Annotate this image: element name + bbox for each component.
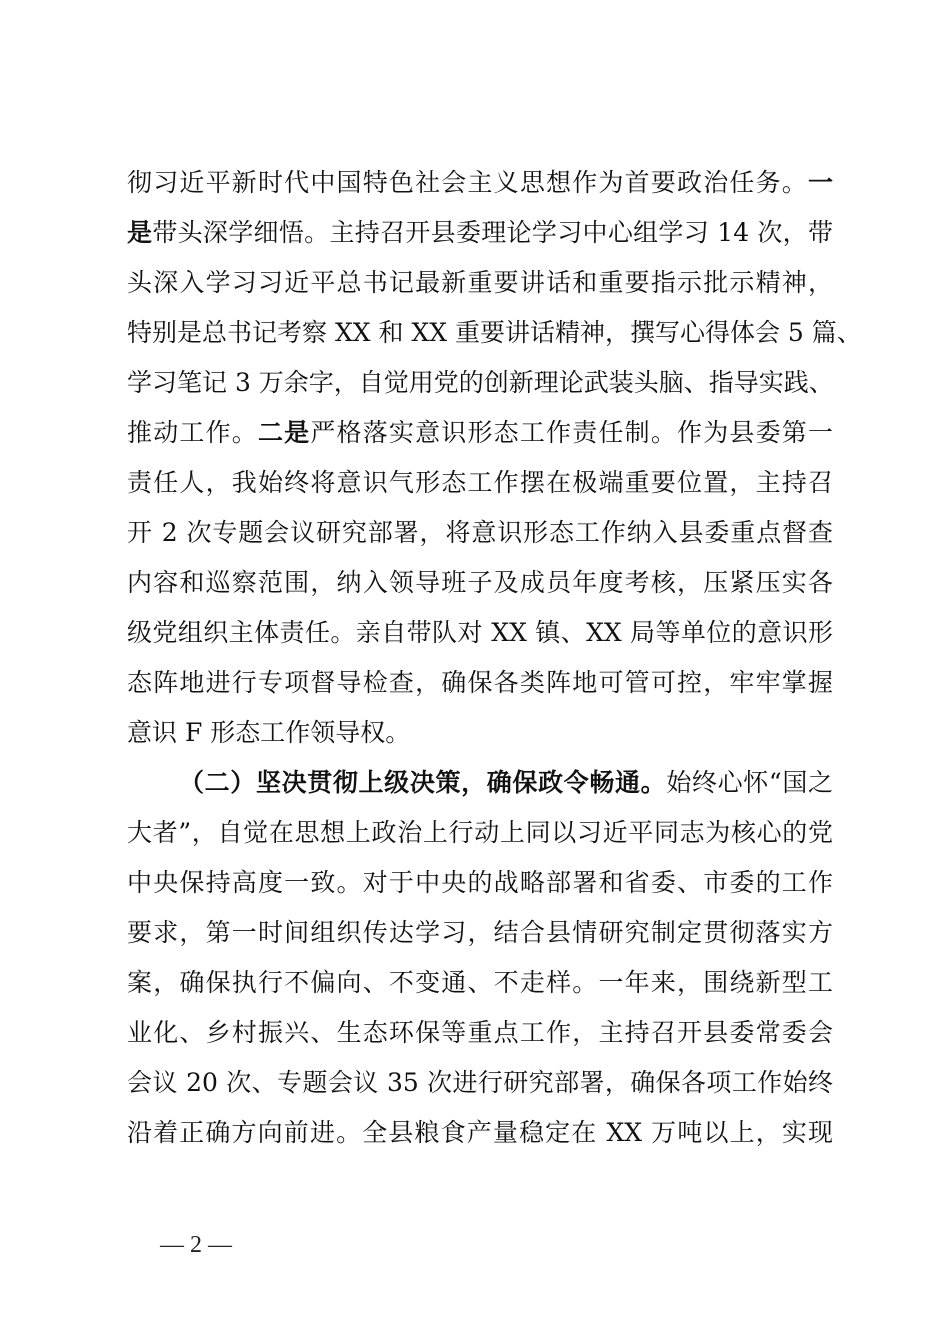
text-run: 头深入学习习近平总书记最新重要讲话和重要指示批示精神，	[127, 268, 833, 297]
text-line	[127, 708, 833, 758]
text-line	[127, 408, 833, 458]
text-line	[127, 758, 833, 808]
text-line	[127, 208, 833, 258]
text-run: 中央保持高度一致。对于中央的战略部署和省委、市委的工作	[127, 868, 833, 897]
page-number: — 2 —	[160, 1232, 232, 1258]
text-run: 会议 20 次、专题会议 35 次进行研究部署，确保各项工作始终	[127, 1068, 833, 1097]
text-line	[127, 1008, 833, 1058]
text-run: 大者”，自觉在思想上政治上行动上同以习近平同志为核心的党	[127, 818, 833, 847]
text-line	[127, 458, 833, 508]
text-run: 学习笔记 3 万余字，自觉用党的创新理论武装头脑、指导实践、	[127, 368, 834, 397]
bold-text: 一	[807, 168, 833, 197]
text-line	[127, 658, 833, 708]
bold-text: 二是	[257, 418, 311, 447]
paragraph	[127, 758, 833, 1158]
text-line	[127, 308, 862, 358]
text-run: 开 2 次专题会议研究部署，将意识形态工作纳入县委重点督查	[127, 518, 833, 547]
text-line	[127, 508, 833, 558]
text-line	[127, 858, 833, 908]
text-run: 案，确保执行不偏向、不变通、不走样。一年来，围绕新型工	[127, 968, 833, 997]
text-run: 级党组织主体责任。亲自带队对 XX 镇、XX 局等单位的意识形	[127, 618, 833, 647]
text-line	[127, 558, 833, 608]
text-run: 彻习近平新时代中国特色社会主义思想作为首要政治任务。	[127, 168, 808, 197]
paragraph	[127, 158, 862, 758]
text-run: 始终心怀“国之	[666, 768, 833, 797]
text-run: 态阵地进行专项督导检查，确保各类阵地可管可控，牢牢掌握	[127, 668, 833, 697]
text-run: 推动工作。	[127, 418, 258, 447]
text-run: 带头深学细悟。主持召开县委理论学习中心组学习 14 次，带	[152, 218, 833, 247]
text-line	[127, 908, 833, 958]
bold-text: （二）坚决贯彻上级决策，确保政令畅通。	[179, 768, 667, 797]
text-run: 要求，第一时间组织传达学习，结合县情研究制定贯彻落实方	[127, 918, 833, 947]
text-run: 特别是总书记考察 XX 和 XX 重要讲话精神，撰写心得体会 5 篇、	[127, 318, 862, 347]
bold-text: 是	[127, 218, 153, 247]
text-run: 意识 F 形态工作领导权。	[127, 718, 411, 747]
text-run: 沿着正确方向前进。全县粮食产量稳定在 XX 万吨以上，实现	[127, 1118, 833, 1147]
text-line	[127, 608, 833, 658]
document-body	[127, 158, 862, 1158]
text-run: 业化、乡村振兴、生态环保等重点工作，主持召开县委常委会	[127, 1018, 833, 1047]
text-line	[127, 1058, 833, 1108]
text-line	[127, 358, 833, 408]
text-line	[127, 958, 833, 1008]
text-run: 严格落实意识形态工作责任制。作为县委第一	[310, 418, 833, 447]
text-run: 责任人，我始终将意识气形态工作摆在极端重要位置，主持召	[127, 468, 833, 497]
text-line	[127, 158, 833, 208]
text-line	[127, 808, 833, 858]
text-line	[127, 258, 833, 308]
text-run: 内容和巡察范围，纳入领导班子及成员年度考核，压紧压实各	[127, 568, 833, 597]
text-line	[127, 1108, 833, 1158]
